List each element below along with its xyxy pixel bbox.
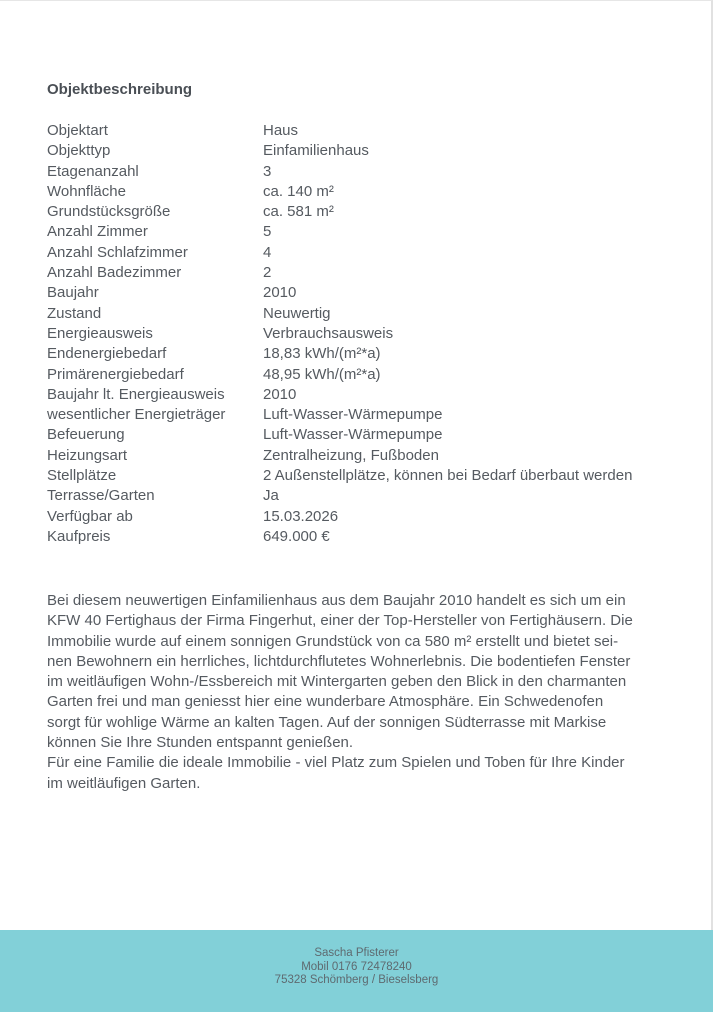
description-line: sorgt für wohlige Wärme an kalten Tagen. Auf der sonnigen Südterrasse mit Markise xyxy=(47,713,607,731)
fact-row xyxy=(47,202,687,222)
fact-label: Wohnfläche xyxy=(47,182,126,200)
fact-label: Baujahr lt. Energieausweis xyxy=(47,385,225,403)
fact-label: Kaufpreis xyxy=(47,527,111,545)
fact-row xyxy=(47,466,687,486)
fact-row xyxy=(47,121,687,141)
fact-row xyxy=(47,527,687,547)
fact-value: 48,95 kWh/(m²*a) xyxy=(263,365,381,383)
fact-label: Baujahr xyxy=(47,284,99,302)
description-line: KFW 40 Fertighaus der Firma Fingerhut, einer der Top-Hersteller von Fertighäusern. Die xyxy=(47,612,633,630)
fact-label: Terrasse/Garten xyxy=(47,487,155,505)
fact-value: 15.03.2026 xyxy=(263,507,339,525)
description-line: im weitläufigen Garten. xyxy=(47,774,201,792)
fact-row xyxy=(47,182,687,202)
fact-value: 3 xyxy=(263,162,272,180)
fact-value: Neuwertig xyxy=(263,304,331,322)
fact-value: Luft-Wasser-Wärmepumpe xyxy=(263,426,443,444)
description-text xyxy=(47,591,677,794)
description-line: nen Bewohnern ein herrliches, lichtdurchflutetes Wohnerlebnis. Die bodentiefen Fenster xyxy=(47,652,631,670)
fact-value: Haus xyxy=(263,122,299,139)
fact-value: 2 Außenstellplätze, können bei Bedarf überbaut werden xyxy=(263,467,633,485)
fact-label: Stellplätze xyxy=(47,467,117,485)
fact-label: Endenergiebedarf xyxy=(47,345,167,363)
fact-row xyxy=(47,263,687,283)
section-title: Objektbeschreibung xyxy=(47,81,193,98)
fact-value: 5 xyxy=(263,223,272,241)
fact-value: Luft-Wasser-Wärmepumpe xyxy=(263,406,443,424)
fact-value: Zentralheizung, Fußboden xyxy=(263,446,439,464)
description-line: Für eine Familie die ideale Immobilie - viel Platz zum Spielen und Toben für Ihre Kinder xyxy=(47,754,625,772)
property-facts-table xyxy=(47,121,687,547)
footer-contact-block xyxy=(0,947,713,988)
fact-label: Etagenanzahl xyxy=(47,162,139,180)
fact-label: Objekttyp xyxy=(47,142,111,160)
fact-label: wesentlicher Energieträger xyxy=(47,406,226,424)
fact-label: Energieausweis xyxy=(47,324,153,342)
fact-value: 649.000 € xyxy=(263,527,330,545)
description-line: Immobilie wurde auf einem sonnigen Grundstück von ca 580 m² erstellt und bietet sei- xyxy=(47,632,619,650)
fact-label: Grundstücksgröße xyxy=(47,203,171,221)
contact-address: 75328 Schömberg / Bieselsberg xyxy=(274,974,439,986)
fact-row xyxy=(47,324,687,344)
fact-value: ca. 140 m² xyxy=(263,182,334,200)
fact-row xyxy=(47,141,687,161)
fact-row xyxy=(47,222,687,242)
fact-label: Befeuerung xyxy=(47,426,125,444)
fact-value: Verbrauchsausweis xyxy=(263,324,394,342)
fact-row xyxy=(47,425,687,445)
description-line: Garten frei und man geniesst hier eine wunderbare Atmosphäre. Ein Schwedenofen xyxy=(47,693,604,711)
fact-value: 4 xyxy=(263,243,272,261)
fact-row xyxy=(47,365,687,385)
fact-value: 18,83 kWh/(m²*a) xyxy=(263,345,381,363)
fact-row xyxy=(47,243,687,263)
fact-label: Anzahl Schlafzimmer xyxy=(47,243,188,261)
description-line: im weitläufigen Wohn-/Essbereich mit Wintergarten geben den Blick in den charmanten xyxy=(47,673,627,691)
fact-label: Objektart xyxy=(47,122,108,139)
fact-row xyxy=(47,162,687,182)
contact-phone: Mobil 0176 72478240 xyxy=(301,960,412,973)
fact-label: Primärenergiebedarf xyxy=(47,365,184,383)
description-line: können Sie Ihre Stunden entspannt genießen. xyxy=(47,734,354,752)
fact-value: ca. 581 m² xyxy=(263,203,334,221)
fact-row xyxy=(47,405,687,425)
contact-footer xyxy=(0,930,713,1012)
fact-value: 2010 xyxy=(263,284,297,302)
fact-row xyxy=(47,486,687,506)
contact-name: Sascha Pfisterer xyxy=(314,947,399,959)
fact-value: Ja xyxy=(263,487,279,505)
fact-row xyxy=(47,344,687,364)
fact-label: Zustand xyxy=(47,304,102,322)
fact-label: Anzahl Badezimmer xyxy=(47,264,182,282)
fact-row xyxy=(47,446,687,466)
fact-value: 2 xyxy=(263,264,272,282)
description-line: Bei diesem neuwertigen Einfamilienhaus aus dem Baujahr 2010 handelt es sich um ein xyxy=(47,592,626,609)
fact-row xyxy=(47,304,687,324)
fact-value: Einfamilienhaus xyxy=(263,142,369,160)
fact-value: 2010 xyxy=(263,385,297,403)
fact-label: Verfügbar ab xyxy=(47,507,133,525)
fact-label: Heizungsart xyxy=(47,446,128,464)
fact-label: Anzahl Zimmer xyxy=(47,223,148,241)
fact-row xyxy=(47,385,687,405)
fact-row xyxy=(47,507,687,527)
fact-row xyxy=(47,283,687,303)
